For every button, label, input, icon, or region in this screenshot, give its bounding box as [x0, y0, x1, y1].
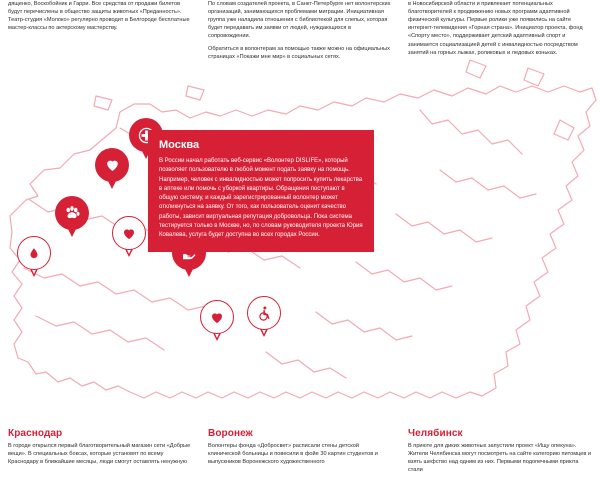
- top-column-spb-text-2: Обратиться в волонтерам за помощью также можно на официальных страницах «Покажи мне мир» в социальных сетях.: [208, 45, 390, 60]
- top-column-novosibirsk: [400, 0, 600, 65]
- bottom-column-chelyabinsk-title: Челябинск: [408, 428, 463, 439]
- bottom-column-krasnodar-title: Краснодар: [8, 428, 63, 439]
- pin-bubble: [55, 196, 89, 230]
- map-pin-heart-1[interactable]: [95, 148, 129, 192]
- bottom-column-voronezh-text: Волонтеры фонда «Добросвет» расписали стены детской клинической больницы и повесили в фойе 30 картин студентов и выпускников Воронежского художественного: [208, 443, 378, 466]
- callout-body: В России начал работать веб-сервис «Волонтер DISLIFE», который позволяет пользователю в любой момент подать заявку на помощь. Например, человек с инвалидностью может попросить купить лекарства в аптеке или помочь с уборкой квартиры. Обращения поступают в общую систему, и каждый зарегистрированный волонтер может откликнуться на заявку. От того, как пользователь оценит качество работы, зависит виртуальная репутация добровольца. Пока система тестируется только в Москве, но, по словам руководителя проекта Юрия Ковалева, услуга будет доступна во всех городах России.: [159, 158, 363, 239]
- bottom-column-krasnodar-body: [8, 442, 192, 466]
- bottom-column-krasnodar: [0, 428, 200, 500]
- wheelchair-icon: [256, 305, 273, 322]
- heart-icon: [209, 310, 225, 325]
- pin-bubble: [200, 300, 234, 334]
- pin-bubble: [247, 296, 281, 330]
- map-pin-drop[interactable]: [17, 236, 51, 280]
- paw-icon: [63, 204, 81, 222]
- top-column-spb: [200, 0, 400, 65]
- bottom-column-voronezh-title: Воронеж: [208, 428, 253, 439]
- map-pin-heart-3[interactable]: [200, 300, 234, 344]
- top-column-belgorod-text: дященко, Воскобойник и Гарри. Все средства от продажи билетов будут перечислены в общество защиты животных «Преданность». Театр-студия «Молоко» регулярно проводит в Белгороде бесплатные мастер-классы по актерскому мастерству.: [8, 1, 190, 32]
- bottom-column-chelyabinsk: [400, 428, 600, 500]
- pin-bubble: [17, 236, 51, 270]
- heart-icon: [121, 226, 137, 241]
- top-column-novosibirsk-text: в Новосибирской области и привлекает потенциальных благотворителей к продвижению новых программ адаптивной физической культуры. Первые ролики уже появились на сайте интернет-телевидения «Горная страна». Инициатор проекта, фонд «Спорту место», поддерживает детский адаптивный спорт и занимается социализацией детей с инвалидностью посредством занятий на горных лыжах, роликовых и ледовых коньках.: [408, 1, 583, 56]
- bottom-column-voronezh-body: [208, 442, 392, 466]
- top-column-belgorod: [0, 0, 200, 65]
- map-pin-heart-2[interactable]: [112, 216, 146, 260]
- heart-icon: [104, 157, 121, 173]
- moscow-callout-card: [148, 130, 374, 252]
- map-pin-wheelchair[interactable]: [247, 296, 281, 340]
- bottom-column-chelyabinsk-text: В приюте для диких животных запустили проект «Ищу опекуна». Жители Челябинска могут посмотреть на сайте категорию питомцев и взять шефство над одним из них. Первыми подопечными приюта стали: [408, 443, 592, 474]
- top-text-columns: [0, 0, 600, 65]
- pin-bubble: [112, 216, 146, 250]
- top-column-spb-text-1: По словам создателей проекта, в Санкт-Петербурге нет волонтерских организаций, занимающихся проблемами миграции. Инициативная группа уже наладила отношения с библиотекой для слепых, которая будет передавать им заявки от людей, нуждающихся в сопровождении.: [208, 1, 391, 40]
- bottom-text-columns: [0, 428, 600, 500]
- bottom-column-krasnodar-text: В городе открылся первый благотворительный магазин сети «Добрые вещи». В специальных боксах, которые установят по всему Краснодару в ближайшие месяцы, люди смогут оставлять ненужную: [8, 443, 191, 466]
- drop-icon: [27, 245, 41, 262]
- bottom-column-chelyabinsk-body: [408, 442, 592, 474]
- pin-bubble: [95, 148, 129, 182]
- callout-title: Москва: [159, 139, 200, 151]
- bottom-column-voronezh: [200, 428, 400, 500]
- map-pin-paw[interactable]: [55, 196, 89, 240]
